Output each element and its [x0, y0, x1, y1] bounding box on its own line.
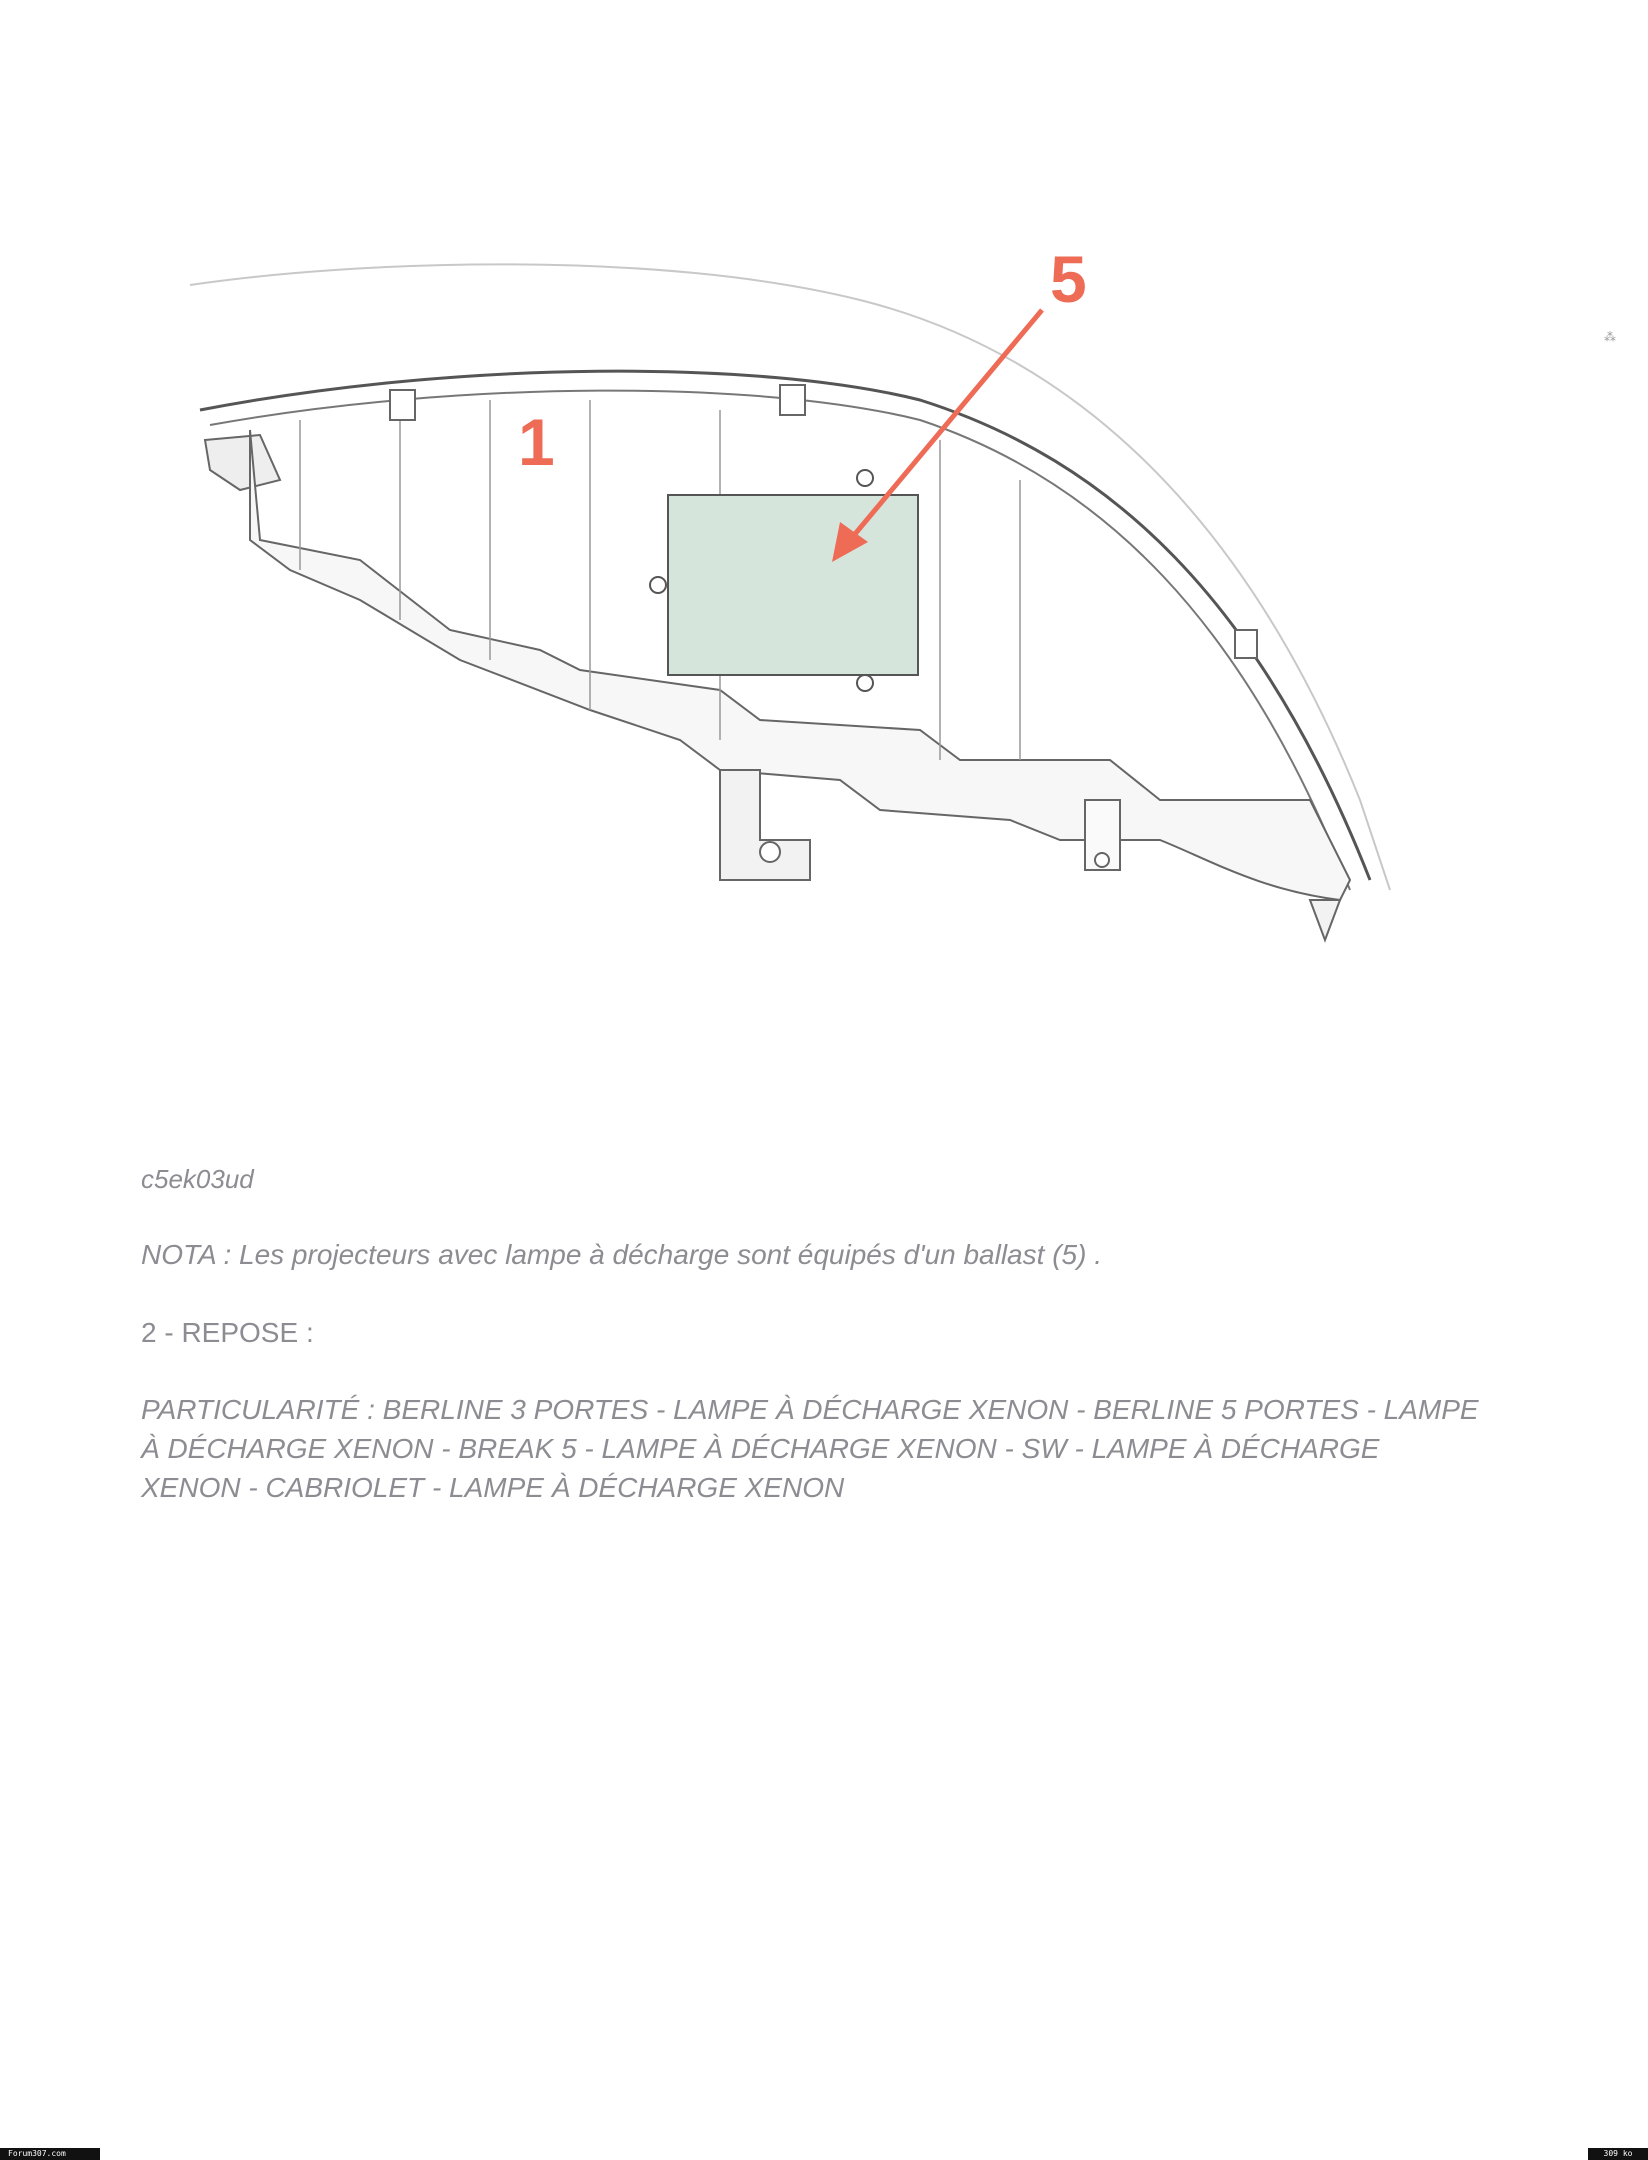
ballast-screw-bottom [857, 675, 873, 691]
ballast-screw-left [650, 577, 666, 593]
nota-paragraph: NOTA : Les projecteurs avec lampe à décharge sont équipés d'un ballast (5) . [141, 1239, 1102, 1270]
left-bracket [205, 435, 280, 490]
callout-5: 5 [1050, 242, 1087, 316]
particularite-paragraph: PARTICULARITÉ : BERLINE 3 PORTES - LAMPE À DÉCHARGE XENON - BERLINE 5 PORTES - LAMPE À DÉCHARGE XENON - BREAK 5 - LAMPE À DÉCHARGE XENON - SW - LAMPE À DÉCHARGE XENON - CABRIOLET - LAMPE À DÉCHARGE XENON [141, 1394, 1479, 1503]
ballast-box [668, 495, 918, 675]
section-heading-repose: 2 - REPOSE : [141, 1317, 314, 1348]
scan-speck: ⁂ [1604, 330, 1616, 344]
lamp-connector [720, 770, 810, 880]
foot-hole [1095, 853, 1109, 867]
headlamp-drawing [160, 240, 1430, 970]
image-code: c5ek03ud [141, 1164, 254, 1194]
tab-1 [390, 390, 415, 420]
connector-bolt [760, 842, 780, 862]
footer-filesize: 309 ko [1588, 2148, 1648, 2160]
callout-1: 1 [518, 405, 555, 479]
footer-watermark-left: Forum307.com [0, 2148, 100, 2160]
tip [1310, 900, 1340, 940]
ballast-screw-top [857, 470, 873, 486]
headlamp-figure [160, 240, 1430, 970]
tab-3 [1235, 630, 1257, 658]
tab-2 [780, 385, 805, 415]
callout-5-arrow-line [850, 310, 1042, 540]
